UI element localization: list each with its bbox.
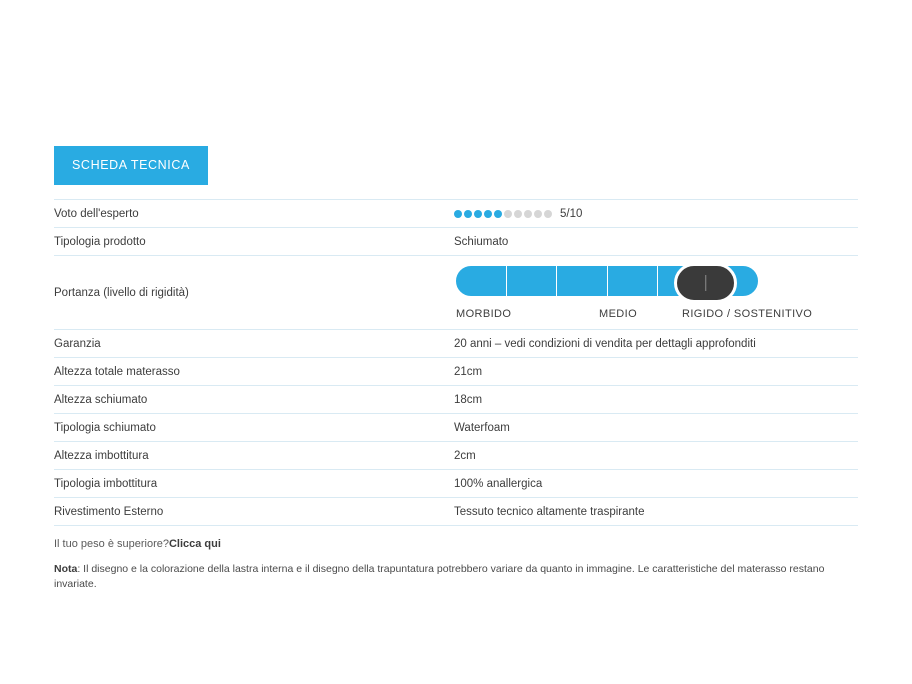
row-value-rivestimento-esterno: Tessuto tecnico altamente traspirante (454, 505, 645, 518)
row-label-tipologia-schiumato: Tipologia schiumato (54, 421, 156, 434)
row-value-altezza-schiumato: 18cm (454, 393, 483, 406)
slider-knob-grip (705, 275, 707, 291)
scale-label-medio: MEDIO (599, 307, 638, 320)
disclaimer-note-label: Nota (54, 562, 78, 575)
table-row-garanzia (54, 329, 858, 357)
scale-label-morbido: MORBIDO (456, 307, 512, 320)
specs-table (54, 199, 858, 526)
rating-dot (484, 210, 492, 218)
table-row-portanza (54, 255, 858, 329)
row-label-tipologia-prodotto: Tipologia prodotto (54, 235, 146, 248)
weight-question-text: Il tuo peso è superiore? (54, 537, 169, 550)
row-value-tipologia-prodotto: Schiumato (454, 235, 509, 248)
row-label-voto: Voto dell'esperto (54, 207, 139, 220)
rating-dot (514, 210, 522, 218)
firmness-scale-labels (454, 308, 834, 322)
tech-sheet-panel (54, 146, 858, 593)
rating-dot (454, 210, 462, 218)
scale-label-rigido: RIGIDO / SOSTENITIVO (682, 307, 813, 320)
table-row-altezza-schiumato (54, 385, 858, 413)
row-value-portanza (454, 255, 858, 329)
rating-dot (464, 210, 472, 218)
rating-dots (454, 210, 552, 218)
firmness-slider[interactable] (454, 264, 760, 298)
rating-dot (534, 210, 542, 218)
slider-knob[interactable] (674, 263, 737, 303)
row-label-altezza-totale: Altezza totale materasso (54, 365, 180, 378)
row-value-altezza-totale: 21cm (454, 365, 483, 378)
table-row-tipologia-schiumato (54, 413, 858, 441)
rating-dot (494, 210, 502, 218)
row-label-altezza-imbottitura: Altezza imbottitura (54, 449, 149, 462)
disclaimer-note (54, 562, 858, 594)
rating-value-text: 5/10 (560, 207, 583, 220)
row-label-portanza: Portanza (livello di rigidità) (54, 286, 189, 299)
slider-tick (507, 266, 558, 296)
tab-scheda-tecnica[interactable]: SCHEDA TECNICA (54, 146, 208, 185)
table-row-tipologia-prodotto (54, 227, 858, 255)
row-label-altezza-schiumato: Altezza schiumato (54, 393, 148, 406)
row-value-voto (454, 199, 858, 227)
row-value-garanzia: 20 anni – vedi condizioni di vendita per dettagli approfonditi (454, 337, 756, 350)
row-label-rivestimento-esterno: Rivestimento Esterno (54, 505, 164, 518)
rating-dot (544, 210, 552, 218)
table-row-voto (54, 199, 858, 227)
table-row-rivestimento-esterno (54, 497, 858, 525)
rating-dot (474, 210, 482, 218)
slider-tick (608, 266, 659, 296)
row-value-tipologia-schiumato: Waterfoam (454, 421, 510, 434)
table-row-altezza-imbottitura (54, 441, 858, 469)
row-label-garanzia: Garanzia (54, 337, 101, 350)
table-row-tipologia-imbottitura (54, 469, 858, 497)
weight-question-link[interactable]: Clicca qui (168, 537, 221, 550)
disclaimer-note-text: : Il disegno e la colorazione della lastra interna e il disegno della trapuntatura potrebbero variare da quanto in immagine. Le caratteristiche del materasso restano invariate. (54, 562, 825, 591)
table-row-altezza-totale (54, 357, 858, 385)
slider-tick (456, 266, 507, 296)
row-value-altezza-imbottitura: 2cm (454, 449, 476, 462)
slider-tick (557, 266, 608, 296)
rating-dot (504, 210, 512, 218)
rating-dot (524, 210, 532, 218)
weight-question (54, 538, 858, 550)
row-value-tipologia-imbottitura: 100% anallergica (454, 477, 543, 490)
row-label-tipologia-imbottitura: Tipologia imbottitura (54, 477, 158, 490)
